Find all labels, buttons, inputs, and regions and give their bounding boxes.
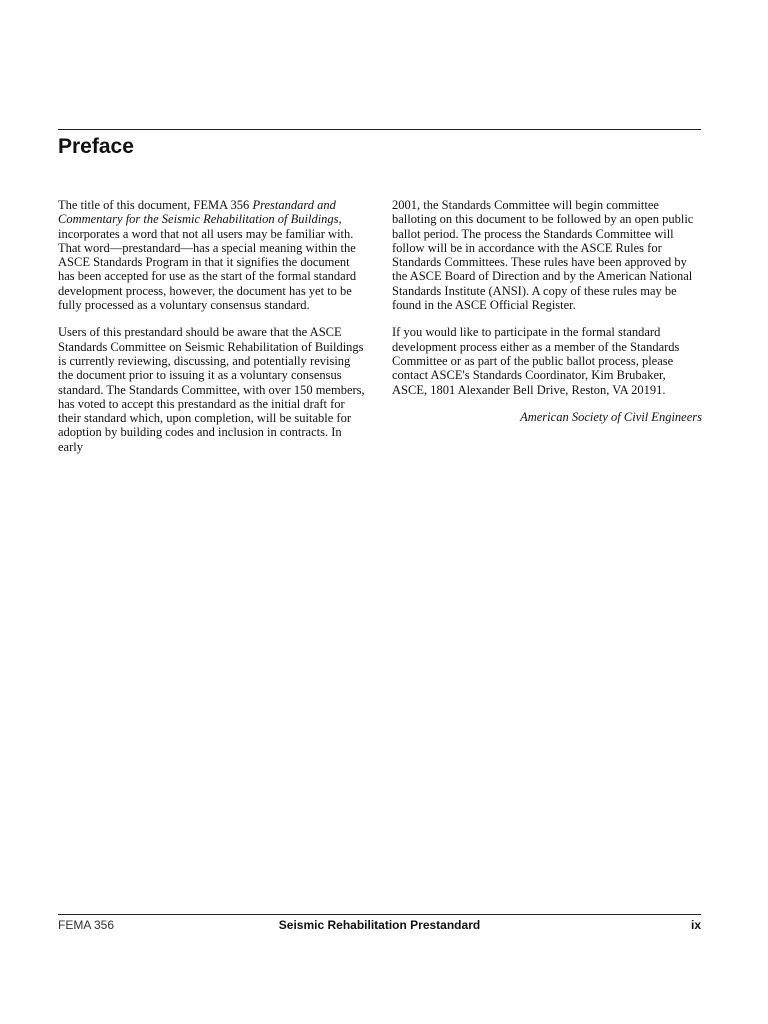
intro-text-end: , incorporates a word that not all users may be familiar with. That word—prestandard—has a special meaning within the ASCE Standards Program in that it signifies the document has been accepted for use as the start of the formal standard development process, however, the document has yet to be fully processed as a voluntary consensus standard.: [58, 212, 357, 313]
header-divider: [58, 129, 701, 130]
signature: American Society of Civil Engineers: [520, 409, 702, 424]
page-number: ix: [690, 918, 701, 932]
paragraph-intro: [58, 198, 366, 312]
page-footer: [58, 917, 701, 933]
paragraph-users: Users of this prestandard should be aware that the ASCE Standards Committee on Seismic Rehabilitation of Buildings is currently reviewing, discussing, and potentially revising the document prior to issuing it as a voluntary consensus standard. The Standards Committee, with over 150 members, has voted to accept this prestandard as the initial draft for their standard which, upon completion, will be suitable for adoption by building codes and inclusion in contracts. In early: [58, 325, 365, 454]
footer-document-id: FEMA 356: [58, 918, 115, 932]
paragraph-balloting: 2001, the Standards Committee will begin committee balloting on this document to be followed by an open public ballot period. The process the Standards Committee will follow will be in accordance with the ASCE Rules for Standards Committees. These rules have been approved by the ASCE Board of Direction and by the American National Standards Institute (ANSI). A copy of these rules may be found in the ASCE Official Register.: [392, 198, 694, 313]
footer-divider: [58, 914, 701, 915]
footer-document-title: Seismic Rehabilitation Prestandard: [278, 918, 481, 932]
paragraph-participate: If you would like to participate in the formal standard development process either as a member of the Standards Committee or as part of the public ballot process, please contact ASCE's Standards Coordinator, Kim Brubaker, ASCE, 1801 Alexander Bell Drive, Reston, VA 20191.: [392, 325, 680, 397]
intro-text-start: The title of this document, FEMA 356: [58, 198, 253, 212]
right-column: [392, 198, 702, 437]
left-column: [58, 198, 366, 467]
document-title-italic: Prestandard and Commentary for the Seismic Rehabilitation of Buildings: [58, 198, 339, 227]
page-title: Preface: [58, 135, 134, 158]
